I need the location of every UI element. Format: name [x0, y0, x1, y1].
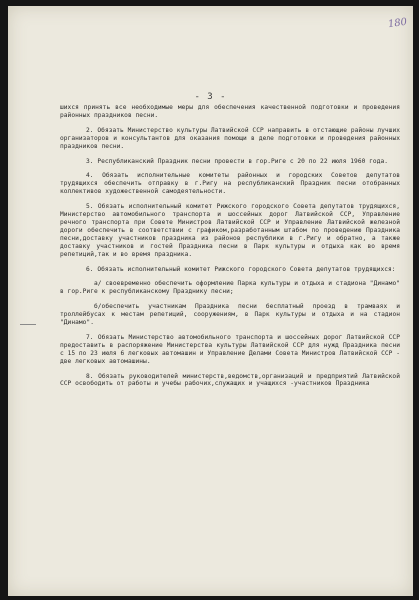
paragraph-p6a: а/ своевременно обеспечить оформление Парка культуры и отдыха и стадиона "Динамо" в гор.Риге к республиканскому Празднику песни; — [60, 280, 404, 296]
paragraph-p7: 7. Обязать Министерство автомобильного транспорта и шоссейных дорог Латвийской ССР предоставить в распоряжение Министерства культуры Латвийской ССР для нужд Праздника песни с 15 по 23 июля 6 легковых автомашин и Управление Делами Совета Министров Латвийской ССР - две легковых автомашины. — [60, 333, 404, 365]
paragraph-p4: 4. Обязать исполнительные комитеты районных и городских Советов депутатов трудящихся обеспечить отправку в г.Ригу на республиканский Праздник песни отобранных коллективов художественной самодеятельности. — [60, 172, 404, 196]
paragraph-p8: 8. Обязать руководителей министерств,ведомств,организаций и предприятий Латвийской ССР освободить от работы и учебы рабочих,служащих и учащихся -участников Праздника — [60, 372, 404, 388]
paragraph-p2: 2. Обязать Министерство культуры Латвийской ССР направить в отстающие районы лучших организаторов и консультантов для оказания помощи в деле подготовки и проведения районных праздников песни. — [60, 126, 404, 150]
paragraph-p6b: б/обеспечить участникам Праздника песни бесплатный проезд в трамваях и троллейбусах к местам репетиций, сооружениям, в Парк культуры и отдыха и на стадион "Динамо". — [60, 303, 404, 327]
paragraph-p3: 3. Республиканский Праздник песни провести в гор.Риге с 20 по 22 июля 1960 года. — [86, 157, 389, 165]
document-body — [60, 104, 404, 395]
binder-hole-mark — [20, 324, 36, 325]
paragraph-p6: 6. Обязать исполнительный комитет Рижского городского Совета депутатов трудящихся: — [86, 265, 396, 273]
paragraph-p5: 5. Обязать исполнительный комитет Рижского городского Совета депутатов трудящихся, Министерство автомобильного транспорта и шоссейных дорог Латвийской ССР, Управление речного транспорта при Совете Министров Латвийской ССР и Управление Латвийской железной дороги обеспечить в соответствии с графиком,разработанным штабом по проведению Праздника песни,доставку участников праздника из районов республики в г.Ригу и обратно, а также доставку участников и гостей Праздника песни в Парк культуры и отдыха как во время репетиций,так и во время праздника. — [60, 203, 404, 258]
document-page — [8, 6, 413, 596]
paragraph-p0: шихся принять все необходимые меры для обеспечения качественной подготовки и проведения районных праздников песни. — [60, 104, 404, 119]
handwritten-page-annotation: 180 — [387, 16, 408, 31]
page-number: - 3 - — [194, 92, 227, 102]
